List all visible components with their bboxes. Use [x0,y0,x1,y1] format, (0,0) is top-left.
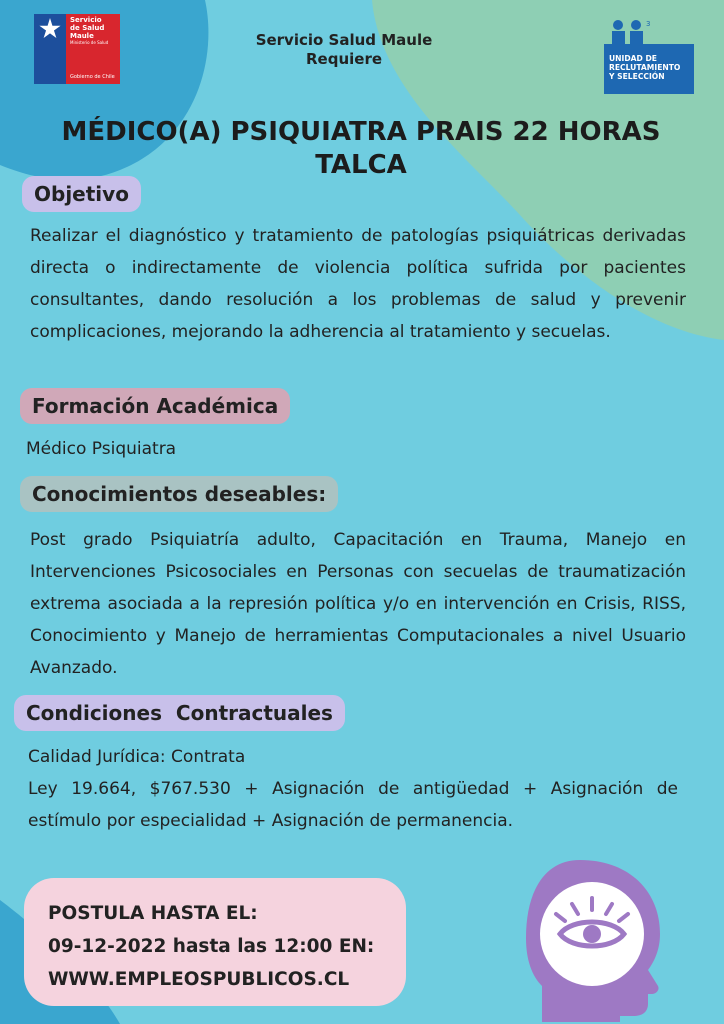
logo-red-panel [66,14,120,84]
logo-blue-panel [34,14,66,84]
logo-line-1: Servicio [70,16,102,24]
logo-line-3: Maule [70,32,94,40]
logo-line-2: de Salud [70,24,105,32]
cta-line-1: POSTULA HASTA EL: [48,903,258,924]
condiciones-line-2: Ley 19.664, $767.530 + Asignación de antigüedad + Asignación de estímulo por especialidad + Asignación de permanencia. [28,779,678,831]
logo-box [604,44,694,94]
logo-right-line-3: Y SELECCIÓN [609,72,665,81]
head-eye-icon [520,852,670,1022]
logo-footer: Gobierno de Chile [70,74,115,80]
logo-line-4: Ministerio de Salud [70,40,109,45]
header-line-1: Servicio Salud Maule [255,31,433,49]
cta-line-3: WWW.EMPLEOSPUBLICOS.CL [48,969,350,990]
objetivo-heading: Objetivo [22,176,141,212]
title-line-1: MÉDICO(A) PSIQUIATRA PRAIS 22 HORAS [61,117,661,147]
application-deadline-text [48,897,374,996]
conocimientos-text: Post grado Psiquiatría adulto, Capacitación en Trauma, Manejo en Intervenciones Psicosociales en Personas con secuelas de traumatización extrema asociada a la represión política y/o en intervención en Crisis, RISS, Conocimiento y Manejo de herramientas Computacionales a nivel Usuario Avanzado. [30,530,686,678]
star-icon [39,18,61,40]
conocimientos-heading: Conocimientos deseables: [20,476,338,512]
formacion-text: Médico Psiquiatra [26,439,177,459]
people-icon [610,18,656,46]
recruitment-unit-logo [604,18,694,94]
header-line-2: Requiere [305,50,383,68]
cta-line-2: 09-12-2022 hasta las 12:00 EN: [48,936,375,957]
svg-text:3: 3 [646,20,651,28]
formacion-heading: Formación Académica [20,388,290,424]
logo-right-line-1: UNIDAD DE [609,54,657,63]
objetivo-text: Realizar el diagnóstico y tratamiento de patologías psiquiátricas derivadas directa o indirectamente de violencia política sufrida por pacientes consultantes, dando resolución a los problemas de salud y prevenir complicaciones, mejorando la adherencia al tratamiento y secuelas. [30,226,686,342]
condiciones-line-1: Calidad Jurídica: Contrata [28,747,246,767]
header-subtitle [200,31,488,69]
title-line-2: TALCA [315,150,407,180]
job-title [14,116,708,182]
chile-government-logo [34,14,120,84]
condiciones-heading: Condiciones Contractuales [14,695,345,731]
logo-right-line-2: RECLUTAMIENTO [609,63,681,72]
